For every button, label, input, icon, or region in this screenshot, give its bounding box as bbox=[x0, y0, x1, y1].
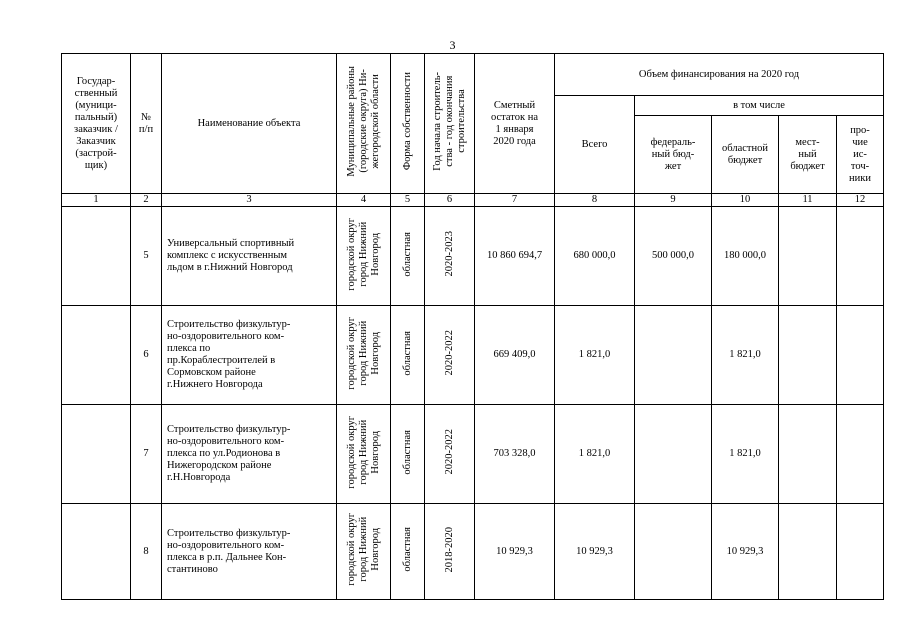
column-number: 5 bbox=[391, 194, 425, 207]
cell-estimate: 10 860 694,7 bbox=[475, 207, 555, 306]
header-total: Всего bbox=[555, 96, 635, 194]
cell-municipality bbox=[337, 504, 391, 600]
table-row bbox=[62, 207, 884, 306]
column-number: 6 bbox=[425, 194, 475, 207]
cell-municipality bbox=[337, 405, 391, 504]
cell-years bbox=[425, 405, 475, 504]
header-ownership bbox=[391, 54, 425, 194]
column-number: 7 bbox=[475, 194, 555, 207]
cell-years bbox=[425, 207, 475, 306]
table-row bbox=[62, 306, 884, 405]
cell-estimate: 703 328,0 bbox=[475, 405, 555, 504]
cell-municipality-text: городской округ город Нижний Новгород bbox=[345, 415, 381, 489]
cell-ownership-text: областная bbox=[401, 527, 413, 572]
header-years-text: Год начала строитель- ства - год окончания строительства bbox=[431, 72, 467, 171]
column-number: 8 bbox=[555, 194, 635, 207]
cell-object-name: Строительство физкультур- но-оздоровительного ком- плекса по ул.Родионова в Нижегородском районе г.Н.Новгорода bbox=[162, 405, 337, 504]
cell-years-text: 2020-2023 bbox=[443, 231, 455, 277]
header-federal: федераль- ный бюд- жет bbox=[635, 116, 712, 194]
cell-customer bbox=[62, 306, 131, 405]
cell-total: 10 929,3 bbox=[555, 504, 635, 600]
cell-total: 680 000,0 bbox=[555, 207, 635, 306]
cell-ownership bbox=[391, 405, 425, 504]
header-ownership-text: Форма собственности bbox=[401, 72, 413, 171]
cell-object-name: Универсальный спортивный комплекс с искусственным льдом в г.Нижний Новгород bbox=[162, 207, 337, 306]
cell-municipality-text: городской округ город Нижний Новгород bbox=[345, 316, 381, 390]
cell-years-text: 2020-2022 bbox=[443, 429, 455, 475]
cell-other bbox=[837, 207, 884, 306]
cell-other bbox=[837, 405, 884, 504]
cell-local bbox=[779, 405, 837, 504]
column-number-row bbox=[62, 194, 884, 207]
header-name: Наименование объекта bbox=[162, 54, 337, 194]
cell-customer bbox=[62, 405, 131, 504]
header-including: в том числе bbox=[635, 96, 884, 116]
cell-other bbox=[837, 504, 884, 600]
cell-ownership-text: областная bbox=[401, 231, 413, 277]
header-years bbox=[425, 54, 475, 194]
cell-other bbox=[837, 306, 884, 405]
cell-years bbox=[425, 504, 475, 600]
cell-num: 5 bbox=[131, 207, 162, 306]
cell-customer bbox=[62, 504, 131, 600]
header-row-1 bbox=[62, 54, 884, 96]
cell-total: 1 821,0 bbox=[555, 306, 635, 405]
cell-municipality bbox=[337, 207, 391, 306]
cell-object-name: Строительство физкультур- но-оздоровительного ком- плекса в р.п. Дальнее Кон- стантиново bbox=[162, 504, 337, 600]
cell-local bbox=[779, 504, 837, 600]
cell-num: 8 bbox=[131, 504, 162, 600]
column-number: 10 bbox=[712, 194, 779, 207]
cell-estimate: 669 409,0 bbox=[475, 306, 555, 405]
cell-object-name: Строительство физкультур- но-оздоровительного ком- плекса по пр.Кораблестроителей в Сормовском районе г.Нижнего Новгорода bbox=[162, 306, 337, 405]
cell-num: 7 bbox=[131, 405, 162, 504]
cell-regional: 10 929,3 bbox=[712, 504, 779, 600]
column-number: 2 bbox=[131, 194, 162, 207]
cell-ownership bbox=[391, 504, 425, 600]
column-number: 9 bbox=[635, 194, 712, 207]
column-number: 4 bbox=[337, 194, 391, 207]
cell-customer bbox=[62, 207, 131, 306]
cell-federal bbox=[635, 306, 712, 405]
column-number: 11 bbox=[779, 194, 837, 207]
cell-years bbox=[425, 306, 475, 405]
cell-regional: 1 821,0 bbox=[712, 405, 779, 504]
cell-municipality bbox=[337, 306, 391, 405]
cell-ownership-text: областная bbox=[401, 429, 413, 475]
table-row bbox=[62, 504, 884, 600]
cell-municipality-text: городской округ город Нижний Новгород bbox=[345, 217, 381, 291]
cell-federal bbox=[635, 504, 712, 600]
cell-local bbox=[779, 207, 837, 306]
header-funding: Объем финансирования на 2020 год bbox=[555, 54, 884, 96]
header-regional: областной бюджет bbox=[712, 116, 779, 194]
cell-years-text: 2020-2022 bbox=[443, 330, 455, 376]
header-estimate: Сметный остаток на 1 января 2020 года bbox=[475, 54, 555, 194]
header-municipality bbox=[337, 54, 391, 194]
cell-regional: 1 821,0 bbox=[712, 306, 779, 405]
table-row bbox=[62, 405, 884, 504]
cell-num: 6 bbox=[131, 306, 162, 405]
cell-ownership-text: областная bbox=[401, 330, 413, 376]
header-customer: Государ- ственный (муници- пальный) заказчик / Заказчик (застрой- щик) bbox=[62, 54, 131, 194]
cell-federal: 500 000,0 bbox=[635, 207, 712, 306]
cell-regional: 180 000,0 bbox=[712, 207, 779, 306]
cell-years-text: 2018-2020 bbox=[443, 526, 455, 573]
header-other: про- чие ис- точ- ники bbox=[837, 116, 884, 194]
column-number: 3 bbox=[162, 194, 337, 207]
header-num: № п/п bbox=[131, 54, 162, 194]
page-number: 3 bbox=[449, 38, 456, 52]
column-number: 1 bbox=[62, 194, 131, 207]
header-municipality-text: Муниципальные районы (городские округа) Ни- жегородской области bbox=[345, 66, 381, 177]
cell-local bbox=[779, 306, 837, 405]
cell-ownership bbox=[391, 306, 425, 405]
cell-ownership bbox=[391, 207, 425, 306]
cell-federal bbox=[635, 405, 712, 504]
header-local: мест- ный бюджет bbox=[779, 116, 837, 194]
column-number: 12 bbox=[837, 194, 884, 207]
cell-total: 1 821,0 bbox=[555, 405, 635, 504]
cell-municipality-text: городской округ город Нижний Новгород bbox=[345, 513, 381, 586]
financing-table bbox=[61, 53, 884, 600]
cell-estimate: 10 929,3 bbox=[475, 504, 555, 600]
